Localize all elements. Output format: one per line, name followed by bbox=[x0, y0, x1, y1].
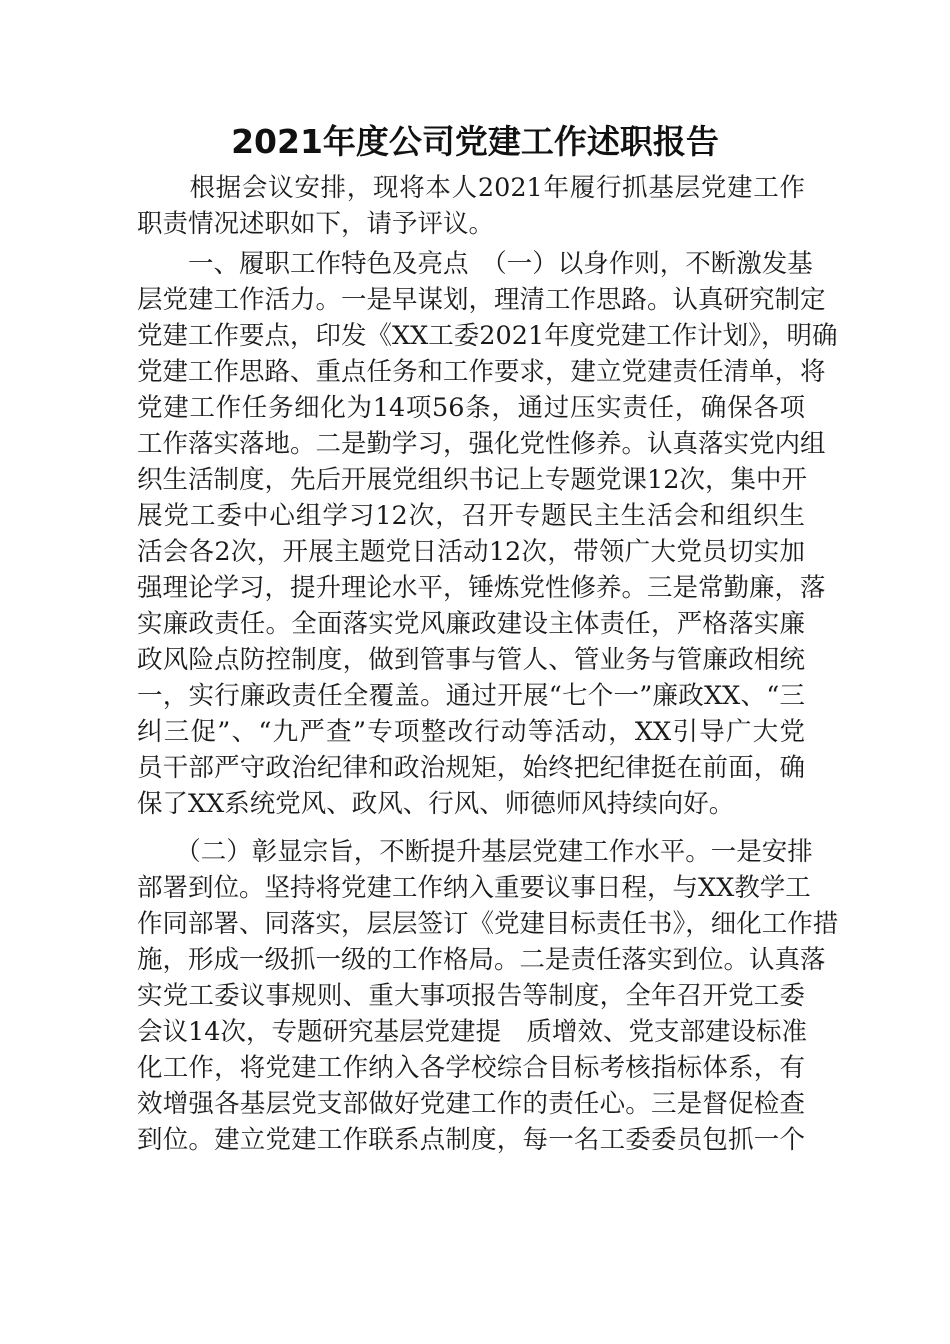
body-line: 效增强各基层党支部做好党建工作的责任心。三是督促检查 bbox=[137, 1089, 805, 1119]
body-line: 活会各2次，开展主题党日活动12次，带领广大党员切实加 bbox=[137, 537, 805, 567]
body-line: 工作落实落地。二是勤学习，强化党性修养。认真落实党内组 bbox=[137, 429, 826, 459]
body-line: 纠三促”、“九严查”专项整改行动等活动，XX引导广大党 bbox=[137, 717, 805, 747]
body-line: 施，形成一级抓一级的工作格局。二是责任落实到位。认真落 bbox=[137, 945, 826, 975]
body-line: 强理论学习，提升理论水平，锤炼党性修养。三是常勤廉，落 bbox=[137, 573, 826, 603]
body-line: 职责情况述职如下，请予评议。 bbox=[137, 209, 495, 239]
document-title: 2021年度公司党建工作述职报告 bbox=[231, 122, 719, 161]
body-line: 党建工作要点，印发《XX工委2021年度党建工作计划》，明确 bbox=[137, 321, 838, 351]
body-line: 部署到位。坚持将党建工作纳入重要议事日程，与XX教学工 bbox=[137, 873, 811, 903]
body-line: 作同部署、同落实，层层签订《党建目标责任书》，细化工作措 bbox=[137, 909, 839, 939]
body-line: 实党工委议事规则、重大事项报告等制度，全年召开党工委 bbox=[137, 981, 805, 1011]
body-line: 一、履职工作特色及亮点 （一）以身作则，不断激发基 bbox=[137, 249, 813, 279]
body-line: 展党工委中心组学习12次，召开专题民主生活会和组织生 bbox=[137, 501, 805, 531]
body-line: 党建工作任务细化为14项56条，通过压实责任，确保各项 bbox=[137, 393, 805, 423]
body-line: 层党建工作活力。一是早谋划，理清工作思路。认真研究制定 bbox=[137, 285, 826, 315]
body-line: 保了XX系统党风、政风、行风、师德师风持续向好。 bbox=[137, 789, 735, 819]
body-line: 会议14次，专题研究基层党建提 质增效、党支部建设标准 bbox=[137, 1017, 807, 1047]
body-line: 实廉政责任。全面落实党风廉政建设主体责任，严格落实廉 bbox=[137, 609, 805, 639]
body-line: （二）彰显宗旨，不断提升基层党建工作水平。一是安排 bbox=[137, 837, 813, 867]
body-line: 到位。建立党建工作联系点制度，每一名工委委员包抓一个 bbox=[137, 1125, 805, 1155]
body-line: 化工作，将党建工作纳入各学校综合目标考核指标体系，有 bbox=[137, 1053, 805, 1083]
body-line: 根据会议安排，现将本人2021年履行抓基层党建工作 bbox=[137, 173, 805, 203]
body-line: 党建工作思路、重点任务和工作要求，建立党建责任清单，将 bbox=[137, 357, 826, 387]
body-line: 员干部严守政治纪律和政治规矩，始终把纪律挺在前面，确 bbox=[137, 753, 805, 783]
body-line: 政风险点防控制度，做到管事与管人、管业务与管廉政相统 bbox=[137, 645, 805, 675]
body-line: 一，实行廉政责任全覆盖。通过开展“七个一”廉政XX、“三 bbox=[137, 681, 805, 711]
body-line: 织生活制度，先后开展党组织书记上专题党课12次，集中开 bbox=[137, 465, 807, 495]
